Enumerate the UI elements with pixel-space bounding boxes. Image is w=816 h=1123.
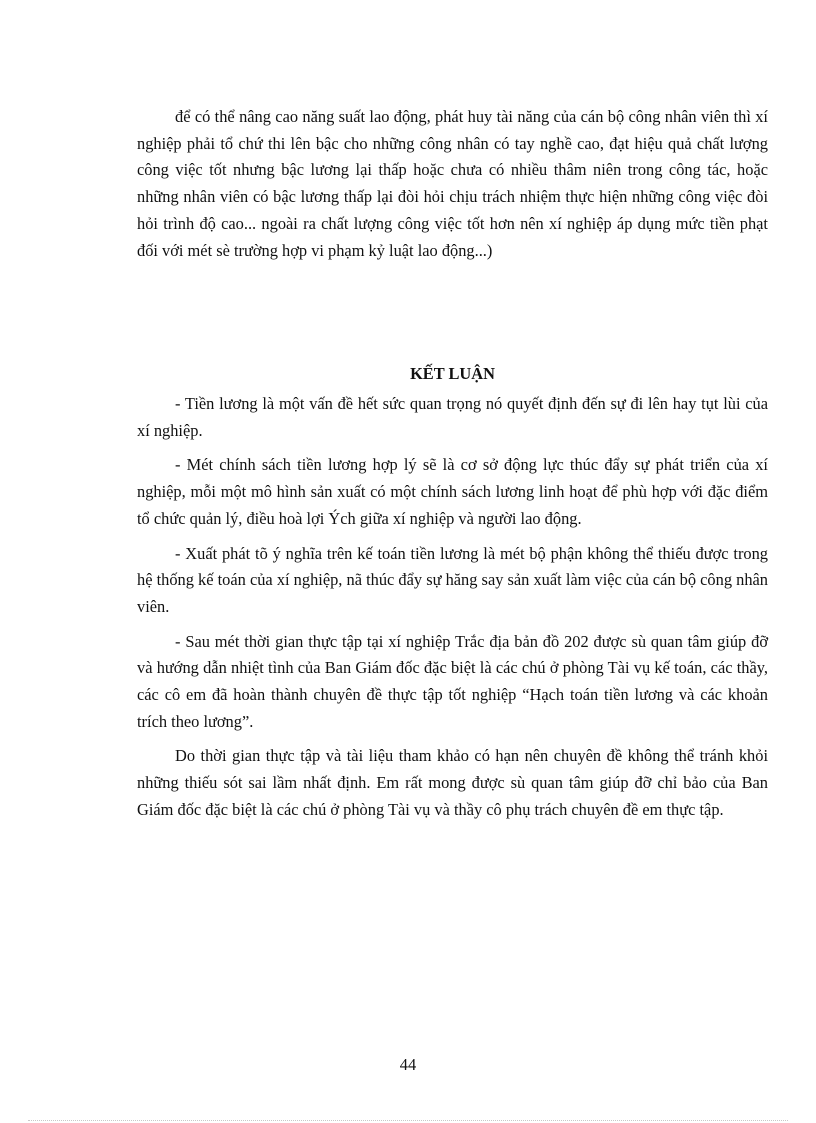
conclusion-paragraph-3: - Xuất phát tõ ý nghĩa trên kế toán tiền lương là mét bộ phận không thể thiếu được trong hệ thống kế toán của xí nghiệp, nã thúc đẩy sự hăng say sản xuất làm việc của cán bộ công nhân viên. [137,543,768,616]
conclusion-paragraph-1: - Tiền lương là một vấn đề hết sức quan trọng nó quyết định đến sự đi lên hay tụt lùi của xí nghiệp. [137,394,768,440]
page-number: 44 [399,1055,417,1074]
intro-section [137,104,768,264]
conclusion-paragraph-2: - Mét chính sách tiền lương hợp lý sẽ là cơ sở động lực thúc đẩy sự phát triển của xí nghiệp, mỗi một mô hình sản xuất có một chính sách lương linh hoạt để phù hợp với đặc điểm tổ chức quản lý, điều hoà lợi Ých giữa xí nghiệp và người lao động. [137,455,768,528]
page-bottom-divider [28,1120,788,1121]
conclusion-heading: KẾT LUẬN [410,364,495,383]
conclusion-paragraph-4: - Sau mét thời gian thực tập tại xí nghiệp Trắc địa bản đồ 202 được sù quan tâm giúp đỡ và hướng dẫn nhiệt tình của Ban Giám đốc đặc biệt là các chú ở phòng Tài vụ kế toán, các thầy, các cô em đã hoàn thành chuyên đề thực tập tốt nghiệp “Hạch toán tiền lương và các khoản trích theo lương”. [137,631,768,731]
conclusion-section [137,391,768,832]
conclusion-paragraph-5: Do thời gian thực tập và tài liệu tham khảo có hạn nên chuyên đề không thể tránh khỏi những thiếu sót sai lầm nhất định. Em rất mong được sù quan tâm giúp đỡ chỉ bảo của Ban Giám đốc đặc biệt là các chú ở phòng Tài vụ và thầy cô phụ trách chuyên đề em thực tập. [137,746,768,819]
intro-paragraph: để có thể nâng cao năng suất lao động, phát huy tài năng của cán bộ công nhân viên thì xí nghiệp phải tổ chứ thi lên bậc cho những công nhân có tay nghề cao, đạt hiệu quả chất lượng công việc tốt nhưng bậc lương lại thấp hoặc chưa có nhiều thâm niên trong công tác, hoặc những nhân viên có bậc lương thấp lại đòi hỏi chịu trách nhiệm thực hiện những công việc đòi hỏi trình độ cao... ngoài ra chất lượng công việc tốt hơn nên xí nghiệp áp dụng mức tiền phạt đối với mét sè trường hợp vi phạm kỷ luật lao động...) [137,107,768,260]
